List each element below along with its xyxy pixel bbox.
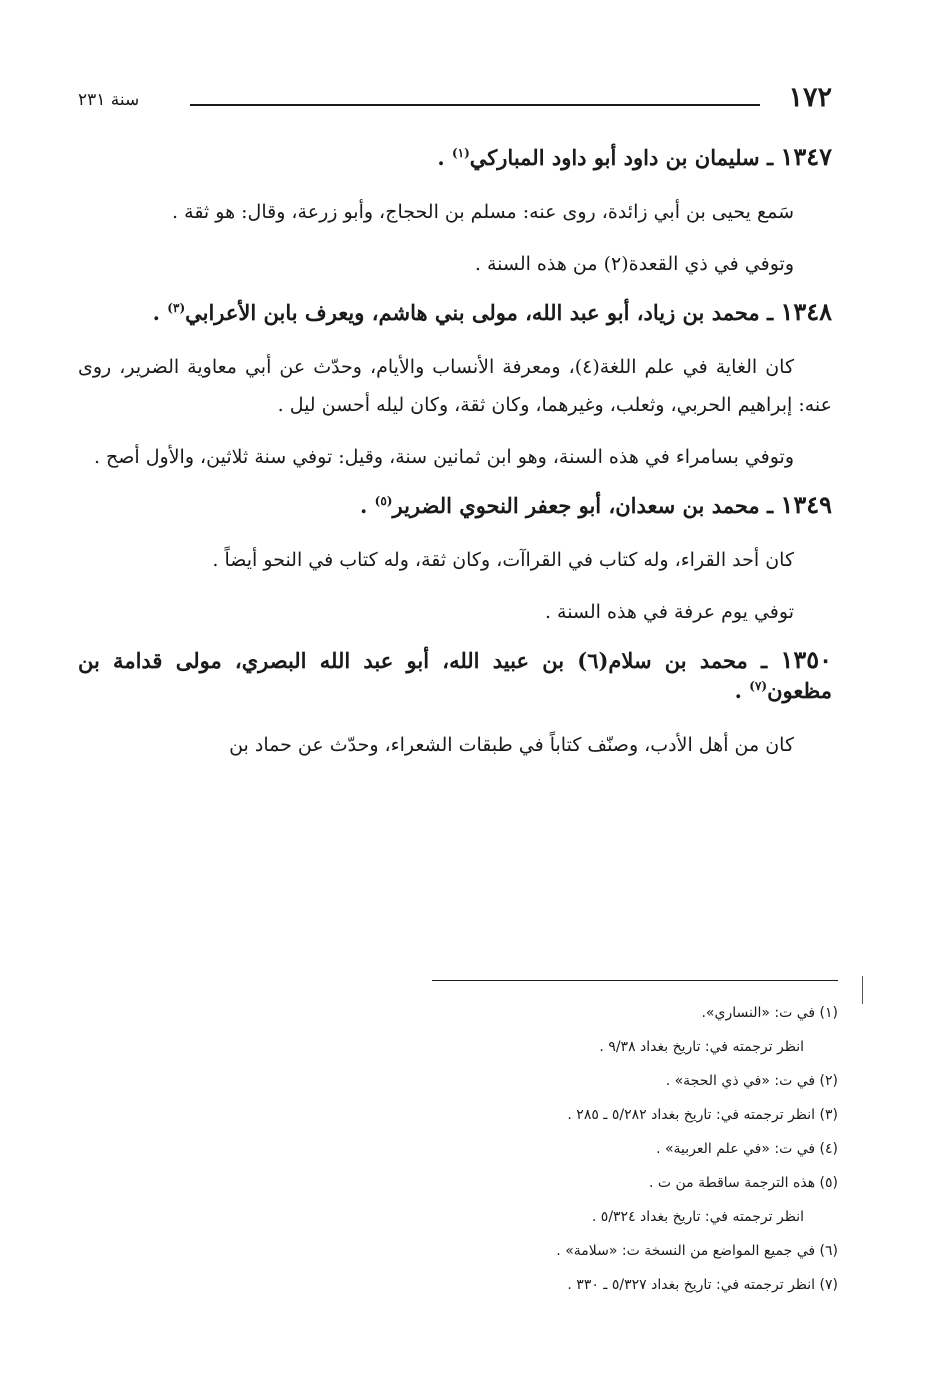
entry-paragraph: وتوفي في ذي القعدة(٢) من هذه السنة . [474, 253, 794, 275]
page-number: ١٧٢ [788, 82, 832, 113]
entry-paragraph: سَمع يحيى بن أبي زائدة، روى عنه: مسلم بن الحجاج، وأبو زرعة، وقال: هو ثقة . [172, 201, 794, 223]
biography-entry [78, 645, 832, 764]
entry-paragraph: توفي يوم عرفة في هذه السنة . [544, 601, 794, 623]
entry-heading [78, 645, 832, 706]
footnote-line: (٧) انظر ترجمته في: تاريخ بغداد ٥/٣٢٧ ـ ٣٣٠ . [567, 1277, 838, 1293]
entry-name: ـ محمد بن سلام(٦) بن عبيد الله، أبو عبد الله البصري، مولى قدامة بن مظعون [78, 648, 832, 703]
footnote-line: (٦) في جميع المواضع من النسخة ت: «سلامة» . [556, 1243, 838, 1259]
entry-heading-end: . [734, 678, 750, 703]
footnote-marker: (٥) [374, 494, 393, 508]
entry-paragraph: وتوفي بسامراء في هذه السنة، وهو ابن ثمانين سنة، وقيل: توفي سنة ثلاثين، والأول أصح . [93, 446, 794, 468]
margin-mark [862, 976, 863, 1004]
entry-number: ١٣٤٨ [780, 297, 832, 326]
entry-number: ١٣٥٠ [780, 645, 832, 674]
biography-entry [78, 490, 832, 631]
biography-entry [78, 297, 832, 476]
running-header [78, 82, 832, 122]
entry-name: ـ محمد بن سعدان، أبو جعفر النحوي الضرير [392, 493, 774, 518]
footnote-line: (٣) انظر ترجمته في: تاريخ بغداد ٥/٢٨٢ ـ ٢٨٥ . [567, 1107, 838, 1123]
biography-entry [78, 142, 832, 283]
entry-heading-end: . [360, 493, 375, 518]
footnote-marker: (٣) [167, 301, 186, 315]
footnote-marker: (١) [451, 146, 470, 160]
header-year-label: سنة ٢٣١ [78, 90, 140, 110]
footnote-line: (٢) في ت: «في ذي الحجة» . [665, 1073, 838, 1089]
entry-name: ـ سليمان بن داود أبو داود المباركي [469, 145, 774, 170]
entry-number: ١٣٤٧ [780, 142, 832, 171]
entry-name: ـ محمد بن زياد، أبو عبد الله، مولى بني هاشم، ويعرف بابن الأعرابي [185, 300, 774, 325]
main-text [78, 142, 832, 778]
entry-paragraph: كان من أهل الأدب، وصنّف كتاباً في طبقات الشعراء، وحدّث عن حماد بن [229, 734, 794, 756]
entry-heading [78, 142, 832, 173]
entry-paragraph: كان الغاية في علم اللغة(٤)، ومعرفة الأنساب والأيام، وحدّث عن أبي معاوية الضرير، روى عنه: إبراهيم الحربي، وثعلب، وغيرهما، وكان ثقة، وكان ليله أحسن ليل . [78, 356, 832, 416]
footnote-line: (٤) في ت: «في علم العربية» . [656, 1141, 838, 1157]
entry-heading [78, 297, 832, 328]
entry-number: ١٣٤٩ [780, 490, 832, 519]
footnote-line: (٥) هذه الترجمة ساقطة من ت . [648, 1175, 838, 1191]
header-rule [190, 104, 760, 106]
footnote-line: انظر ترجمته في: تاريخ بغداد ٥/٣٢٤ . [591, 1209, 804, 1225]
entry-paragraph: كان أحد القراء، وله كتاب في القراآت، وكان ثقة، وله كتاب في النحو أيضاً . [212, 549, 794, 571]
footnote-line: (١) في ت: «النساري». [701, 1005, 838, 1021]
footnote-marker: (٧) [749, 679, 768, 693]
footnotes [398, 996, 838, 1302]
entry-heading-end: . [152, 300, 168, 325]
entry-heading [78, 490, 832, 521]
entry-heading-end: . [437, 145, 452, 170]
footnote-line: انظر ترجمته في: تاريخ بغداد ٩/٣٨ . [599, 1039, 804, 1055]
footnote-separator [432, 980, 838, 981]
